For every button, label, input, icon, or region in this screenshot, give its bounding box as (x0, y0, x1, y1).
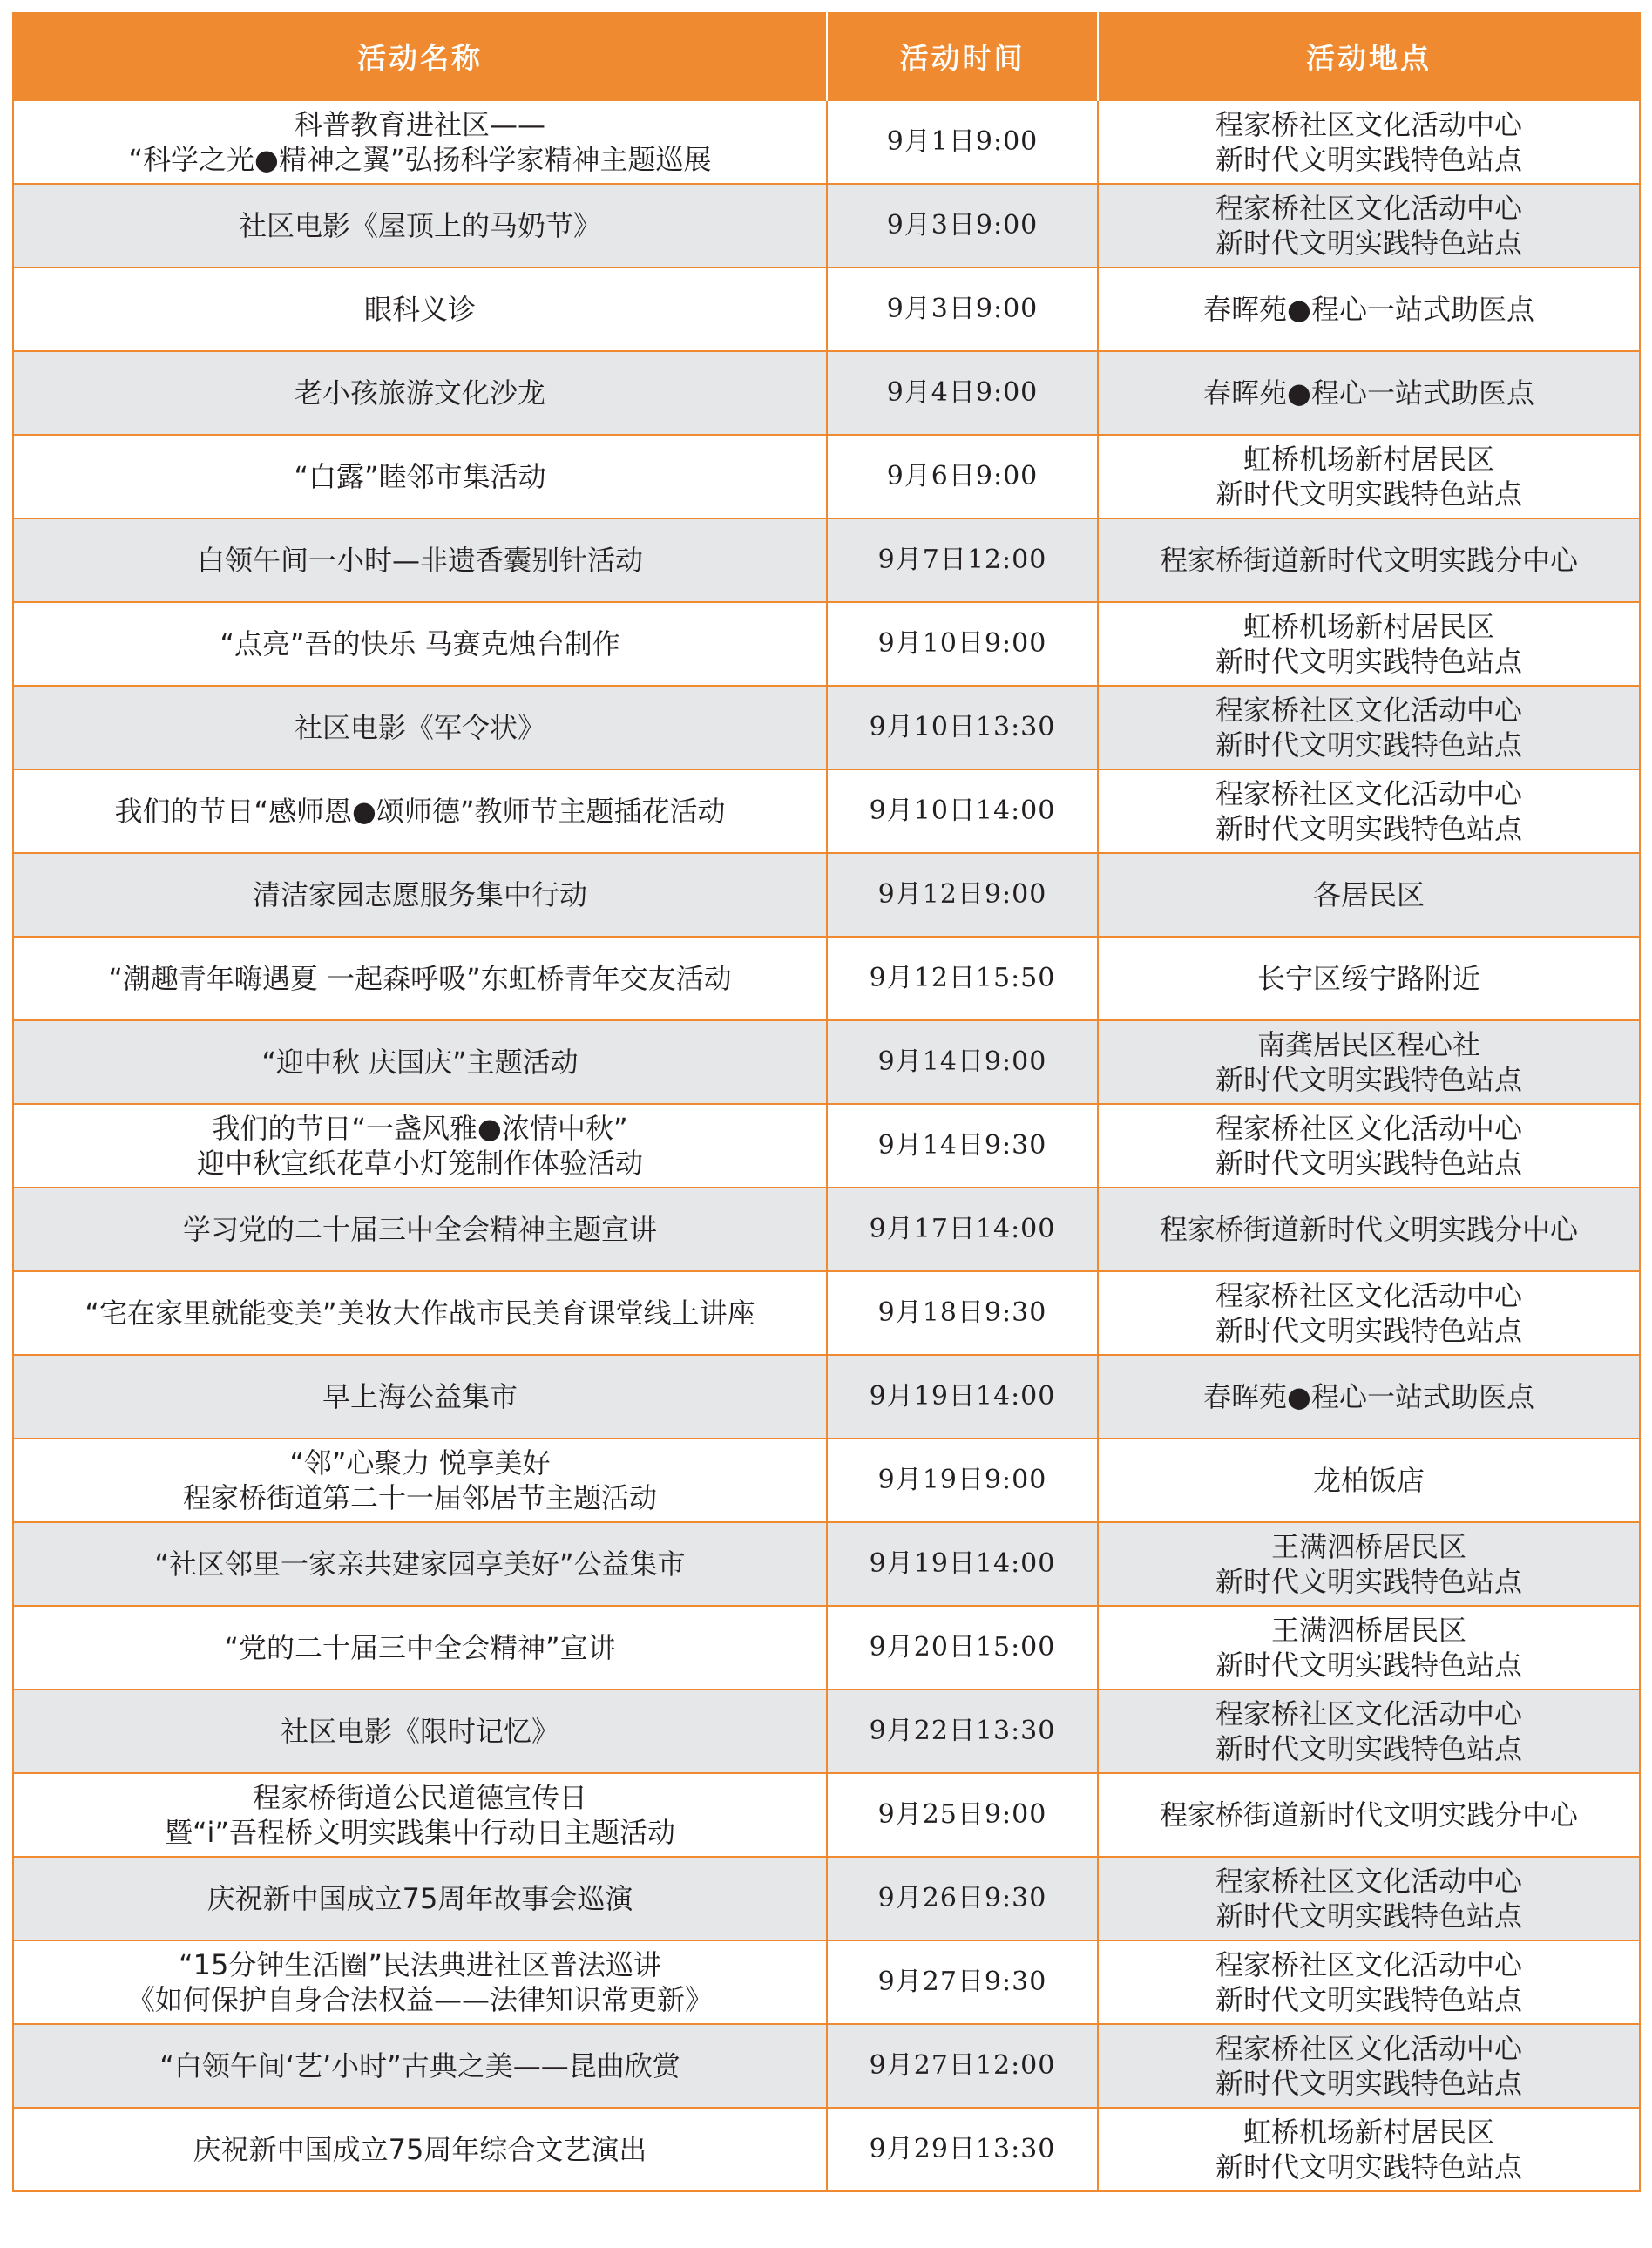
activity-place-cell: 龙柏饭店 (1098, 1439, 1640, 1522)
table-row (13, 518, 1640, 602)
activity-place-cell: 王满泗桥居民区 新时代文明实践特色站点 (1098, 1606, 1640, 1689)
activity-name-cell: 清洁家园志愿服务集中行动 (13, 853, 827, 937)
activity-name-cell: “党的二十届三中全会精神”宣讲 (13, 1606, 827, 1689)
activity-name-cell: 社区电影《限时记忆》 (13, 1689, 827, 1773)
activity-time-cell: 9月19日14:00 (827, 1522, 1098, 1606)
table-row (13, 100, 1640, 184)
activity-place-cell: 程家桥街道新时代文明实践分中心 (1098, 1188, 1640, 1271)
activity-schedule-table (12, 12, 1641, 2192)
table-row (13, 1355, 1640, 1439)
activity-place-cell: 程家桥社区文化活动中心 新时代文明实践特色站点 (1098, 686, 1640, 769)
table-row (13, 1188, 1640, 1271)
activity-time-cell: 9月26日9:30 (827, 1857, 1098, 1940)
table-row (13, 602, 1640, 686)
table-row (13, 2108, 1640, 2191)
activity-place-cell: 春晖苑●程心一站式助医点 (1098, 1355, 1640, 1439)
activity-name-cell: 社区电影《军令状》 (13, 686, 827, 769)
table-row (13, 1104, 1640, 1188)
table-header (13, 12, 1640, 100)
table-row (13, 769, 1640, 853)
activity-time-cell: 9月14日9:30 (827, 1104, 1098, 1188)
table-row (13, 351, 1640, 435)
activity-time-cell: 9月10日14:00 (827, 769, 1098, 853)
activity-time-cell: 9月19日9:00 (827, 1439, 1098, 1522)
activity-name-cell: 早上海公益集市 (13, 1355, 827, 1439)
activity-place-cell: 长宁区绥宁路附近 (1098, 937, 1640, 1020)
activity-name-cell: “白领午间‘艺’小时”古典之美——昆曲欣赏 (13, 2024, 827, 2108)
activity-time-cell: 9月12日9:00 (827, 853, 1098, 937)
table-row (13, 1857, 1640, 1940)
activity-time-cell: 9月19日14:00 (827, 1355, 1098, 1439)
activity-name-cell: “白露”睦邻市集活动 (13, 435, 827, 518)
table-row (13, 267, 1640, 351)
activity-place-cell: 春晖苑●程心一站式助医点 (1098, 351, 1640, 435)
activity-place-cell: 各居民区 (1098, 853, 1640, 937)
activity-name-cell: “潮趣青年嗨遇夏 一起森呼吸”东虹桥青年交友活动 (13, 937, 827, 1020)
activity-name-cell: 老小孩旅游文化沙龙 (13, 351, 827, 435)
activity-time-cell: 9月10日9:00 (827, 602, 1098, 686)
activity-name-cell: 学习党的二十届三中全会精神主题宣讲 (13, 1188, 827, 1271)
table-body (13, 100, 1640, 2191)
activity-place-cell: 虹桥机场新村居民区 新时代文明实践特色站点 (1098, 435, 1640, 518)
activity-place-cell: 虹桥机场新村居民区 新时代文明实践特色站点 (1098, 602, 1640, 686)
activity-place-cell: 程家桥社区文化活动中心 新时代文明实践特色站点 (1098, 1689, 1640, 1773)
header-row (13, 12, 1640, 100)
activity-place-cell: 王满泗桥居民区 新时代文明实践特色站点 (1098, 1522, 1640, 1606)
activity-time-cell: 9月1日9:00 (827, 100, 1098, 184)
activity-place-cell: 南龚居民区程心社 新时代文明实践特色站点 (1098, 1020, 1640, 1104)
activity-name-cell: 眼科义诊 (13, 267, 827, 351)
activity-place-cell: 程家桥社区文化活动中心 新时代文明实践特色站点 (1098, 1857, 1640, 1940)
table-row (13, 2024, 1640, 2108)
table-row (13, 1773, 1640, 1857)
activity-time-cell: 9月14日9:00 (827, 1020, 1098, 1104)
activity-time-cell: 9月17日14:00 (827, 1188, 1098, 1271)
activity-time-cell: 9月10日13:30 (827, 686, 1098, 769)
activity-time-cell: 9月3日9:00 (827, 267, 1098, 351)
activity-time-cell: 9月4日9:00 (827, 351, 1098, 435)
header-activity-place: 活动地点 (1098, 12, 1640, 100)
activity-place-cell: 程家桥社区文化活动中心 新时代文明实践特色站点 (1098, 1104, 1640, 1188)
activity-place-cell: 虹桥机场新村居民区 新时代文明实践特色站点 (1098, 2108, 1640, 2191)
activity-name-cell: 社区电影《屋顶上的马奶节》 (13, 184, 827, 267)
activity-place-cell: 程家桥社区文化活动中心 新时代文明实践特色站点 (1098, 769, 1640, 853)
activity-name-cell: 白领午间一小时—非遗香囊别针活动 (13, 518, 827, 602)
activity-name-cell: “宅在家里就能变美”美妆大作战市民美育课堂线上讲座 (13, 1271, 827, 1355)
activity-time-cell: 9月12日15:50 (827, 937, 1098, 1020)
table-row (13, 686, 1640, 769)
activity-name-cell: 庆祝新中国成立75周年故事会巡演 (13, 1857, 827, 1940)
activity-place-cell: 程家桥社区文化活动中心 新时代文明实践特色站点 (1098, 1271, 1640, 1355)
table-row (13, 1940, 1640, 2024)
header-activity-name: 活动名称 (13, 12, 827, 100)
activity-time-cell: 9月18日9:30 (827, 1271, 1098, 1355)
activity-name-cell: 我们的节日“感师恩●颂师德”教师节主题插花活动 (13, 769, 827, 853)
activity-place-cell: 程家桥社区文化活动中心 新时代文明实践特色站点 (1098, 2024, 1640, 2108)
activity-time-cell: 9月22日13:30 (827, 1689, 1098, 1773)
activity-name-cell: 科普教育进社区—— “科学之光●精神之翼”弘扬科学家精神主题巡展 (13, 100, 827, 184)
table-row (13, 1606, 1640, 1689)
activity-name-cell: “邻”心聚力 悦享美好 程家桥街道第二十一届邻居节主题活动 (13, 1439, 827, 1522)
activity-time-cell: 9月29日13:30 (827, 2108, 1098, 2191)
activity-place-cell: 程家桥街道新时代文明实践分中心 (1098, 1773, 1640, 1857)
activity-name-cell: 庆祝新中国成立75周年综合文艺演出 (13, 2108, 827, 2191)
activity-place-cell: 程家桥社区文化活动中心 新时代文明实践特色站点 (1098, 1940, 1640, 2024)
activity-time-cell: 9月7日12:00 (827, 518, 1098, 602)
header-activity-time: 活动时间 (827, 12, 1098, 100)
activity-name-cell: 我们的节日“一盏风雅●浓情中秋” 迎中秋宣纸花草小灯笼制作体验活动 (13, 1104, 827, 1188)
activity-time-cell: 9月27日9:30 (827, 1940, 1098, 2024)
activity-place-cell: 程家桥社区文化活动中心 新时代文明实践特色站点 (1098, 184, 1640, 267)
activity-time-cell: 9月27日12:00 (827, 2024, 1098, 2108)
activity-place-cell: 程家桥社区文化活动中心 新时代文明实践特色站点 (1098, 100, 1640, 184)
table-row (13, 1271, 1640, 1355)
activity-time-cell: 9月3日9:00 (827, 184, 1098, 267)
activity-time-cell: 9月6日9:00 (827, 435, 1098, 518)
activity-place-cell: 程家桥街道新时代文明实践分中心 (1098, 518, 1640, 602)
activity-time-cell: 9月25日9:00 (827, 1773, 1098, 1857)
table-row (13, 853, 1640, 937)
activity-name-cell: “社区邻里一家亲共建家园享美好”公益集市 (13, 1522, 827, 1606)
table-row (13, 435, 1640, 518)
activity-name-cell: 程家桥街道公民道德宣传日 暨“i”吾程桥文明实践集中行动日主题活动 (13, 1773, 827, 1857)
table-row (13, 1020, 1640, 1104)
table-row (13, 937, 1640, 1020)
table-row (13, 1522, 1640, 1606)
activity-name-cell: “点亮”吾的快乐 马赛克烛台制作 (13, 602, 827, 686)
activity-place-cell: 春晖苑●程心一站式助医点 (1098, 267, 1640, 351)
table-row (13, 1689, 1640, 1773)
table-row (13, 1439, 1640, 1522)
table-row (13, 184, 1640, 267)
activity-name-cell: “迎中秋 庆国庆”主题活动 (13, 1020, 827, 1104)
activity-time-cell: 9月20日15:00 (827, 1606, 1098, 1689)
activity-name-cell: “15分钟生活圈”民法典进社区普法巡讲 《如何保护自身合法权益——法律知识常更新》 (13, 1940, 827, 2024)
